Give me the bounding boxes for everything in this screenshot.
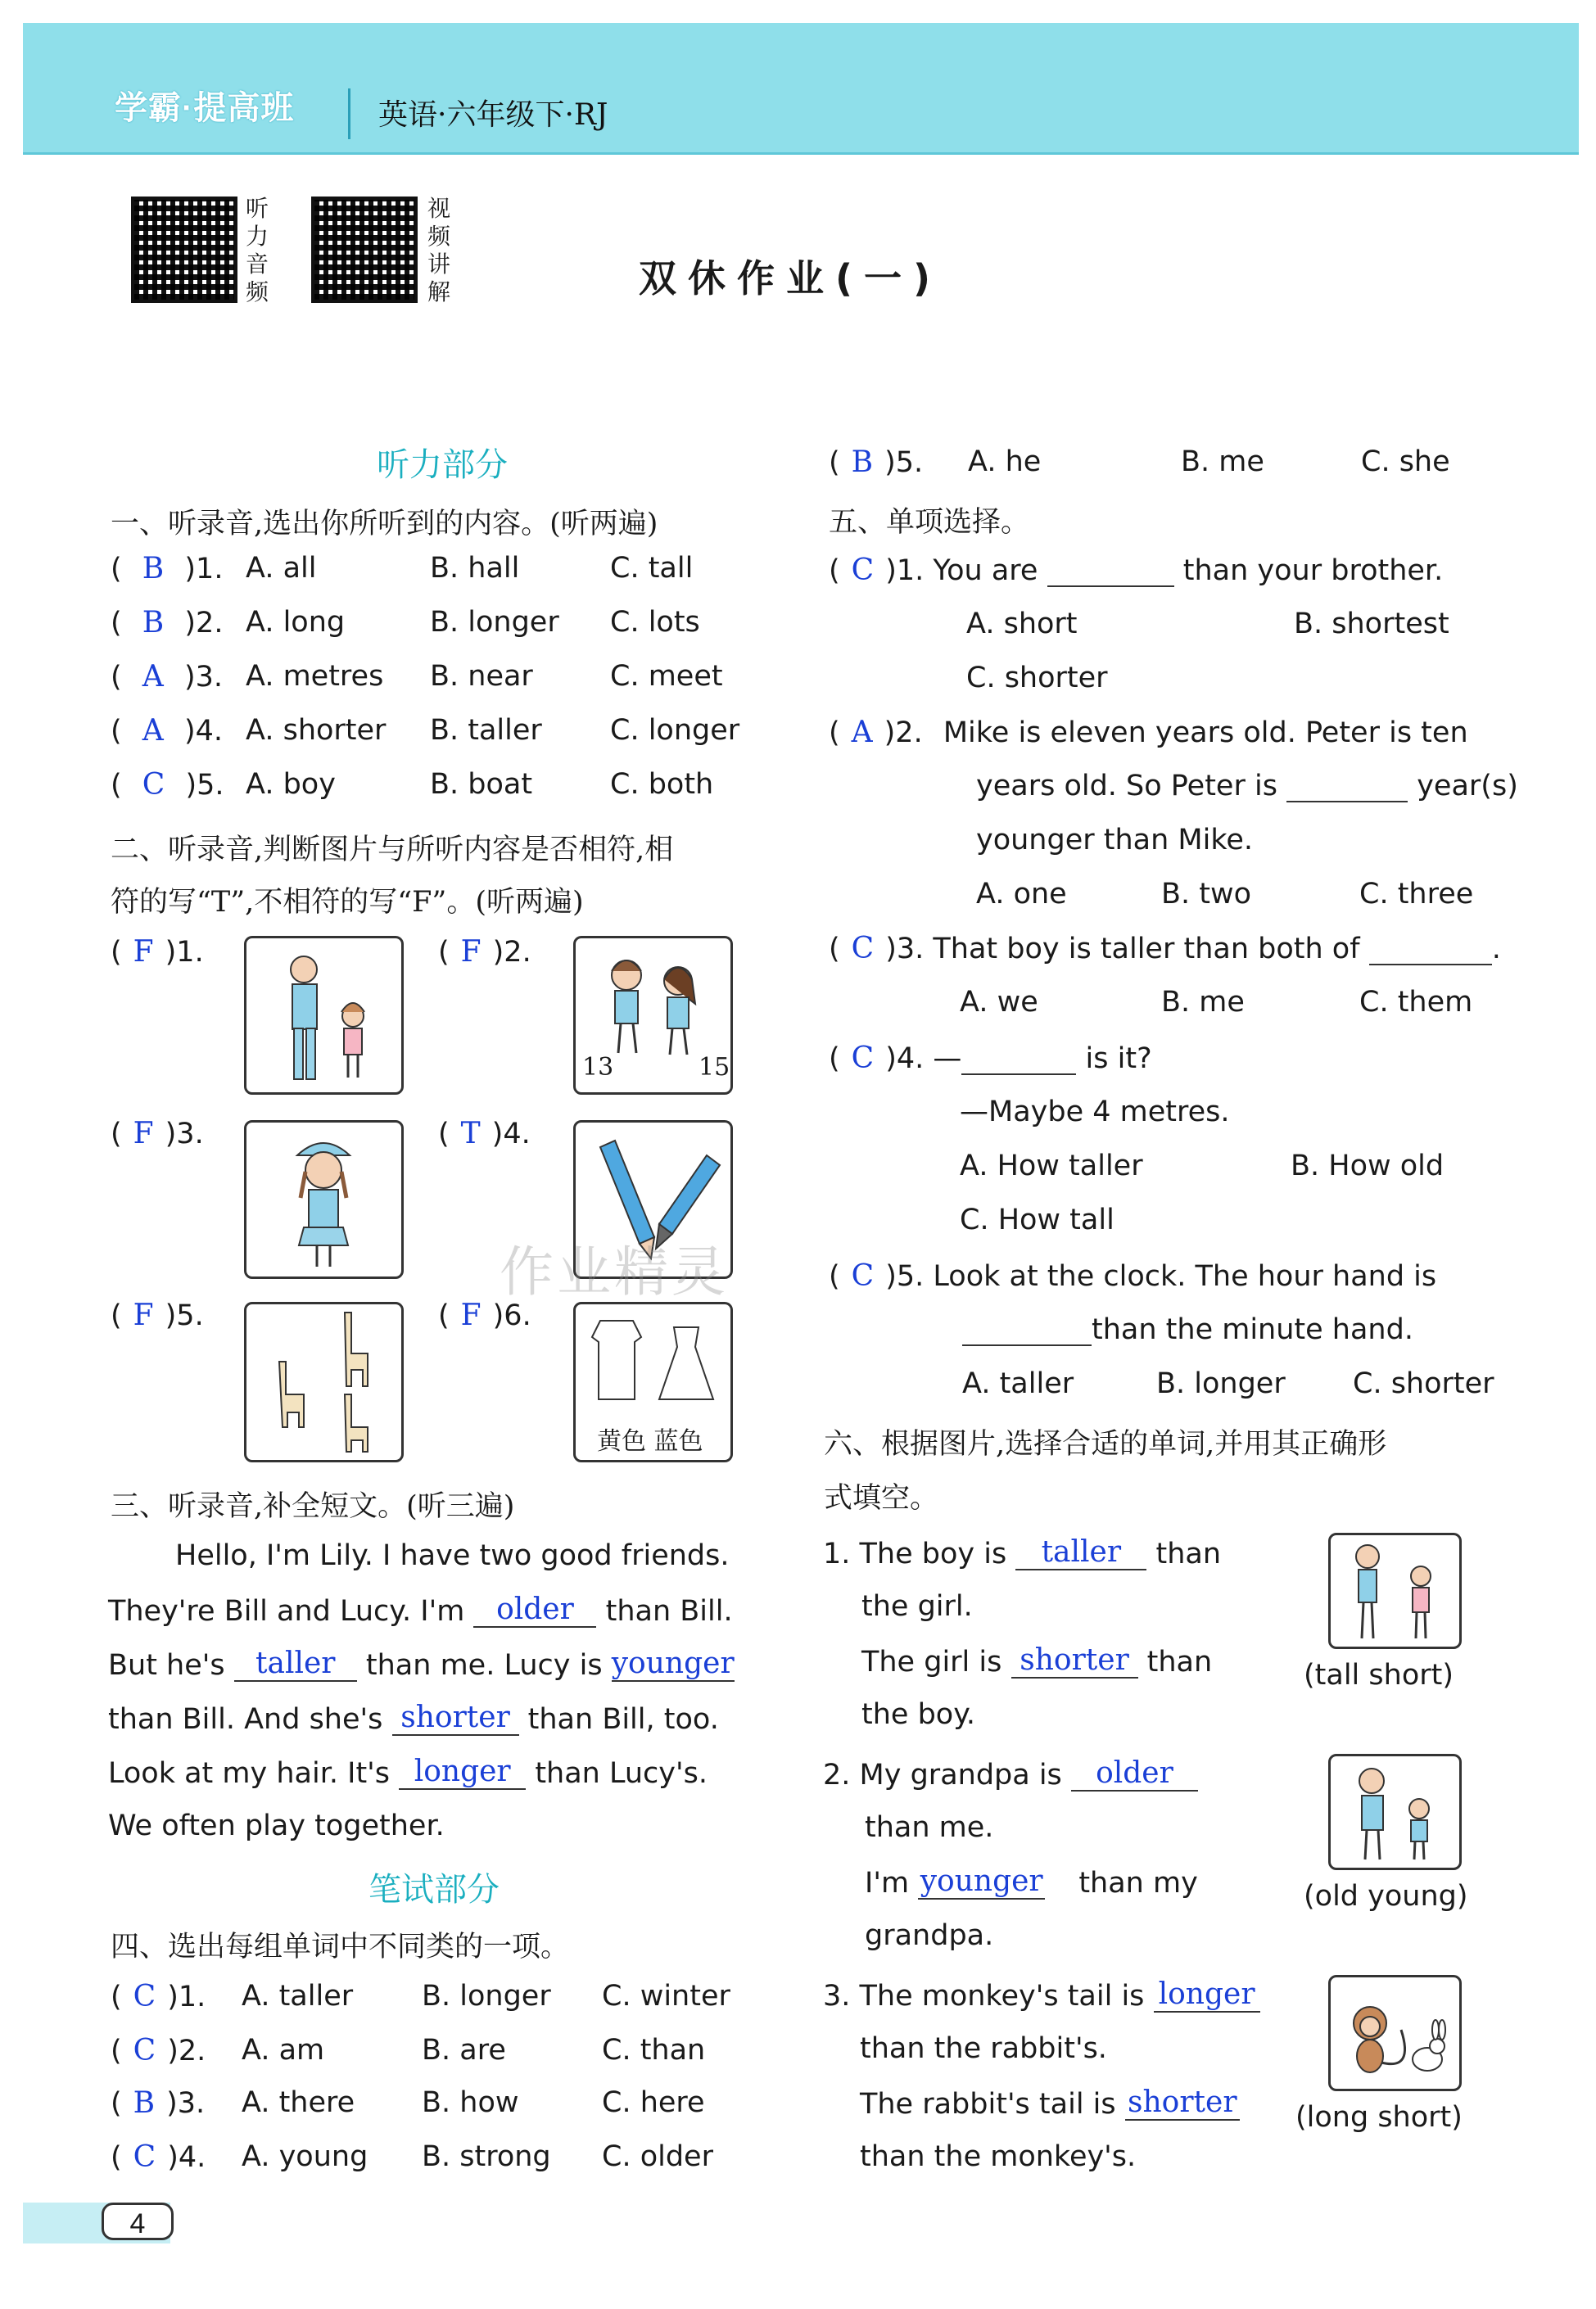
part2-heading-line2: 符的写“T”,不相符的写“F”。(听两遍): [111, 886, 584, 919]
age-label-boy: 13: [582, 1053, 614, 1082]
option-b: B. How old: [1291, 1150, 1445, 1182]
word-hint-2: (old young): [1304, 1880, 1468, 1913]
part1-heading: 一、听录音,选出你所听到的内容。(听两遍): [111, 508, 658, 540]
option-a: A. taller: [962, 1367, 1074, 1400]
answer-mark: F: [460, 935, 482, 969]
q6-2-blank-2: younger: [918, 1865, 1045, 1900]
list-item: ( A )4. A. shorter B. taller C. longer: [111, 714, 740, 748]
giraffe-icon: [246, 1304, 401, 1460]
list-item: ( B )1. A. all B. hall C. tall: [111, 552, 694, 585]
part3-heading: 三、听录音,补全短文。(听三遍): [111, 1490, 515, 1523]
word-hint-1: (tall short): [1304, 1659, 1454, 1692]
answer-mark: C: [133, 2034, 156, 2067]
answer-mark: C: [851, 554, 875, 587]
list-item: ( C )1. A. taller B. longer C. winter: [111, 1980, 730, 2013]
option-b: B. me: [1161, 986, 1245, 1019]
age-label-girl: 15: [699, 1053, 730, 1082]
answer-mark: B: [133, 2086, 156, 2120]
list-item: ( B )2. A. long B. longer C. lots: [111, 606, 700, 639]
subject-label: 英语·六年级下·RJ: [378, 98, 608, 132]
part6-q2-line3: I'm younger than my: [865, 1864, 1198, 1900]
monkey-rabbit-icon: [1331, 1977, 1459, 2089]
man-girl-icon: [246, 938, 401, 1092]
list-item: ( A )3. A. metres B. near C. meet: [111, 660, 723, 694]
grandpa-boy-icon: [1331, 1756, 1459, 1868]
part6-q1-line1: 1. The boy is taller than: [823, 1535, 1222, 1570]
passage-line-6: We often play together.: [108, 1810, 445, 1842]
answer-mark: B: [142, 552, 165, 585]
part6-q2-line1: 2. My grandpa is older: [823, 1757, 1198, 1792]
picture-girl-thinking: [244, 1120, 404, 1279]
passage-blank-4: shorter: [392, 1701, 519, 1736]
q6-1-blank-1: taller: [1015, 1536, 1146, 1570]
picture-grandpa-boy: [1328, 1754, 1462, 1870]
picture-dresses: [573, 1302, 733, 1462]
part5-q5-line2: than the minute hand.: [962, 1313, 1413, 1346]
part5-q3: ( C )3. That boy is taller than both of .: [829, 932, 1501, 965]
answer-mark: B: [142, 606, 165, 639]
q6-3-blank-1: longer: [1154, 1978, 1260, 2013]
part5-q4: ( C )4. — is it?: [829, 1042, 1152, 1075]
passage-line-1: Hello, I'm Lily. I have two good friends.: [175, 1539, 730, 1572]
answer-mark: C: [851, 1042, 875, 1075]
answer-mark: F: [133, 935, 154, 969]
answer-mark: C: [851, 1259, 875, 1293]
girl-cap-icon: [246, 1123, 401, 1277]
part5-q5: ( C )5. Look at the clock. The hour hand is: [829, 1259, 1437, 1293]
boy-girl-height-icon: [1331, 1535, 1459, 1647]
answer-mark: C: [851, 932, 875, 965]
part2-item-2: ( F )2.: [438, 935, 531, 969]
option-a: A. we: [960, 986, 1038, 1019]
page-number: 4: [102, 2203, 174, 2240]
option-c: C. shorter: [966, 662, 1108, 694]
part5-q2-line3: younger than Mike.: [976, 824, 1254, 856]
dress-icon: [576, 1304, 730, 1419]
list-item: ( C )4. A. young B. strong C. older: [111, 2140, 713, 2174]
part2-item-3: ( F )3.: [111, 1117, 204, 1150]
part5-q4-reply: —Maybe 4 metres.: [960, 1096, 1230, 1128]
part5-q1: ( C )1. You are than your brother.: [829, 554, 1444, 587]
part6-q3-line4: than the monkey's.: [860, 2140, 1137, 2173]
part6-q3-line1: 3. The monkey's tail is longer: [823, 1978, 1260, 2013]
passage-blank-5: longer: [399, 1755, 526, 1790]
passage-line-5: Look at my hair. It's longer than Lucy's.: [108, 1755, 708, 1790]
word-hint-3: (long short): [1295, 2101, 1463, 2134]
passage-line-4: than Bill. And she's shorter than Bill, too.: [108, 1701, 719, 1736]
option-b: B. two: [1161, 878, 1252, 910]
list-item: ( B )3. A. there B. how C. here: [111, 2086, 705, 2120]
answer-mark: C: [133, 2140, 156, 2174]
q2-blank: [1286, 801, 1408, 802]
dress-colors-label: 黄色 蓝色: [597, 1427, 703, 1456]
option-b: B. longer: [1156, 1367, 1286, 1400]
option-c: C. How tall: [960, 1204, 1114, 1236]
qr-video-label: 视频讲解: [427, 195, 451, 305]
picture-man-and-girl: [244, 936, 404, 1095]
picture-boy-girl-height: [1328, 1533, 1462, 1649]
option-c: C. them: [1359, 986, 1473, 1019]
part6-heading-line2: 式填空。: [824, 1482, 939, 1515]
q1-blank: [1047, 585, 1174, 587]
watermark: 作业精灵: [500, 1240, 729, 1304]
q4-blank: [961, 1073, 1076, 1075]
part6-heading-line1: 六、根据图片,选择合适的单词,并用其正确形: [824, 1428, 1387, 1461]
part2-heading-line1: 二、听录音,判断图片与所听内容是否相符,相: [111, 834, 674, 866]
q6-1-blank-2: shorter: [1011, 1644, 1138, 1679]
part5-q2-line2: years old. So Peter is year(s): [976, 770, 1518, 802]
answer-mark: C: [133, 1980, 156, 2013]
part2-item-6: ( F )6.: [438, 1299, 531, 1332]
listening-section-title: 听力部分: [377, 446, 508, 484]
answer-mark: A: [142, 714, 164, 748]
answer-mark: B: [851, 445, 874, 479]
option-c: C. shorter: [1353, 1367, 1494, 1400]
q3-blank: [1369, 964, 1492, 965]
brand-title: 学霸·提高班: [115, 90, 295, 126]
part2-item-5: ( F )5.: [111, 1299, 204, 1332]
option-a: A. short: [966, 608, 1078, 640]
picture-monkey-rabbit: [1328, 1975, 1462, 2091]
part6-q2-line4: grandpa.: [865, 1919, 994, 1952]
header-separator: [348, 88, 350, 139]
passage-blank-2: taller: [234, 1647, 357, 1682]
part4-heading: 四、选出每组单词中不同类的一项。: [111, 1931, 570, 1963]
part6-q1-line4: the boy.: [861, 1698, 976, 1731]
qr-code-audio-icon[interactable]: [131, 197, 237, 303]
writing-section-title: 笔试部分: [368, 1871, 500, 1909]
picture-boy-and-girl: [573, 936, 733, 1095]
option-c: C. three: [1359, 878, 1474, 910]
answer-mark: T: [460, 1117, 481, 1150]
passage-blank-1: older: [473, 1593, 596, 1628]
header-divider: [23, 152, 1579, 155]
answer-mark: A: [142, 660, 164, 694]
q6-3-blank-2: shorter: [1125, 2086, 1240, 2121]
q5-blank: [962, 1344, 1092, 1346]
part5-q2: ( A )2. Mike is eleven years old. Peter is ten: [829, 716, 1468, 749]
answer-mark: F: [133, 1117, 154, 1150]
passage-blank-3: younger: [611, 1647, 735, 1680]
list-item: ( B )5. A. he B. me C. she: [829, 445, 1450, 479]
page-title: 双休作业(一): [639, 256, 943, 300]
passage-line-3: But he's taller than me. Lucy is younger: [108, 1647, 735, 1682]
part2-item-1: ( F )1.: [111, 935, 204, 969]
part5-heading: 五、单项选择。: [829, 506, 1030, 539]
qr-code-video-icon[interactable]: [311, 197, 418, 303]
answer-mark: C: [142, 768, 165, 802]
option-a: A. How taller: [960, 1150, 1143, 1182]
q6-2-blank-1: older: [1071, 1757, 1198, 1792]
passage-line-2: They're Bill and Lucy. I'm older than Bill.: [108, 1593, 733, 1628]
option-b: B. shortest: [1294, 608, 1449, 640]
qr-audio-label: 听力音频: [246, 195, 269, 305]
part6-q2-line2: than me.: [865, 1811, 994, 1844]
part2-item-4: ( T )4.: [438, 1117, 531, 1150]
part6-q1-line2: the girl.: [861, 1590, 973, 1623]
list-item: ( C )5. A. boy B. boat C. both: [111, 768, 714, 802]
part6-q1-line3: The girl is shorter than: [861, 1643, 1213, 1679]
answer-mark: F: [133, 1299, 154, 1332]
answer-mark: A: [851, 716, 873, 749]
list-item: ( C )2. A. am B. are C. than: [111, 2034, 706, 2067]
part6-q3-line2: than the rabbit's.: [860, 2032, 1107, 2065]
part6-q3-line3: The rabbit's tail is shorter: [860, 2086, 1240, 2121]
picture-giraffes: [244, 1302, 404, 1462]
option-a: A. one: [976, 878, 1067, 910]
answer-mark: F: [460, 1299, 482, 1332]
